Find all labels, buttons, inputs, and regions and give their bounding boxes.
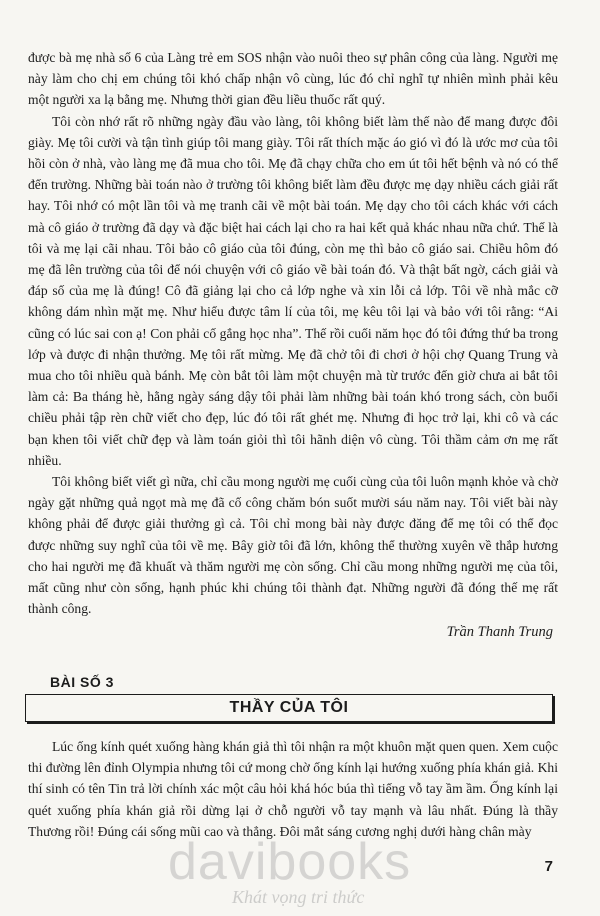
story-2-paragraph-1: được bà mẹ nhà số 6 của Làng trẻ em SOS nhận vào nuôi theo sự phân công của làng. Người mẹ này làm cho chị em chúng tôi khó chấp nhận vô cùng, lúc đó chỉ nghĩ tự nhiên mình phải kêu một người xa lạ bằng mẹ. Nhưng thời gian đều liều thuốc rất quý. bbox=[28, 50, 558, 108]
watermark-slogan: Khát vọng tri thức bbox=[232, 887, 365, 907]
story-3-paragraph-1: Lúc ống kính quét xuống hàng khán giả thì tôi nhận ra một khuôn mặt quen quen. Xem cuộc thi đường lên đỉnh Olympia nhưng tôi cứ mong chờ ống kính lại hướng xuống phía khán giả. Khi thí sinh có tên Tin trả lời chính xác một câu hỏi khá hóc búa thì tiếng vỗ tay ầm ầm. Ống kính lại quét xuống phía khán giả rồi dừng lại ở chỗ người vỗ tay mạnh và lâu nhất. Đúng là thầy Thương rồi! Đúng cái sống mũi cao và thẳng. Đôi mắt sáng cương nghị dưới hàng chân mày bbox=[28, 739, 558, 839]
story-2-author: Trần Thanh Trung bbox=[446, 624, 553, 640]
story-2-paragraph-3: Tôi không biết viết gì nữa, chỉ cầu mong người mẹ cuối cùng của tôi luôn mạnh khỏe và chờ ngày gặt những quả ngọt mà mẹ đã cố công chăm bón suốt mười sáu năm nay. Tôi viết bài này không phải để được giải thưởng gì cả. Tôi chỉ mong bài này được đăng để mẹ tôi có thể đọc được những suy nghĩ của tôi về mẹ. Bây giờ tôi đã lớn, không thể thường xuyên về thắp hương cho hai người mẹ đã khuất và thăm người mẹ còn sống. Chỉ cầu mong những người mẹ của tôi, mất cũng như còn sống, hạnh phúc khi chúng tôi thành đạt. Những người đã đóng thế mẹ rất thành công. bbox=[28, 474, 558, 617]
story-3-body bbox=[28, 736, 558, 842]
story-2-paragraph-2: Tôi còn nhớ rất rõ những ngày đầu vào làng, tôi không biết làm thế nào để mang được đôi giày. Mẹ tôi cười và tận tình giúp tôi mang giày. Tôi rất thích mặc áo gió vì đó là ước mơ của tôi hồi còn ở nhà, vào làng mẹ đã mua cho tôi. Mẹ đã chạy chữa cho em út tôi hết bệnh và nó có thể đến trường. Những bài toán nào ở trường tôi không biết làm đều được mẹ dạy nhiều cách giải rất hay. Tôi nhớ có một lần tôi và mẹ tranh cãi về một bài toán. Mẹ dạy cho tôi cách khác với cách mà cô giáo ở trường đã dạy và đặc biệt hai cách lại cho ra hai kết quả khác nhau nữa chứ. Thế là tôi và mẹ lại cãi nhau. Tôi bảo cô giáo của tôi đúng, còn mẹ thì bảo cô giáo sai. Chiều hôm đó mẹ đã lên trường của tôi để nói chuyện với cô giáo về bài toán đó. Và thật bất ngờ, cách giải và đáp số của mẹ là đúng! Cô đã giảng lại cho cả lớp nghe và xin lỗi cả lớp. Tôi về nhà mắc cỡ không dám nhìn mặt mẹ. Như hiểu được tâm lí của tôi, mẹ kêu tôi lại và bảo với tôi rằng: “Ai cũng có lúc sai con ạ! Con phải cố gắng học nha”. Thế rồi cuối năm học đó tôi đứng thứ ba trong lớp và được đi nhận thưởng. Mẹ tôi rất mừng. Mẹ đã chở tôi đi chơi ở hội chợ Quang Trung và mua cho tôi nhiều quà bánh. Mẹ còn bắt tôi làm một chuyện mà từ trước đến giờ chưa ai bắt tôi làm cả: Ba tháng hè, hằng ngày sáng dậy tôi phải làm những bài toán khó trong sách, còn buổi chiều phải tập rèn chữ viết cho đẹp, lúc đó tôi rất ghét mẹ. Nhưng đi học trở lại, khi cô và các bạn khen tôi viết chữ đẹp và làm toán giỏi thì tôi hãnh diện vô cùng. Tôi thầm cảm ơn mẹ rất nhiều. bbox=[28, 113, 558, 468]
section-label: BÀI SỐ 3 bbox=[50, 674, 114, 690]
watermark-logo: davibooks bbox=[168, 833, 412, 891]
page-number: 7 bbox=[544, 858, 553, 875]
story-2-body bbox=[28, 47, 558, 619]
story-3-title: THẦY CỦA TÔI bbox=[25, 694, 553, 722]
